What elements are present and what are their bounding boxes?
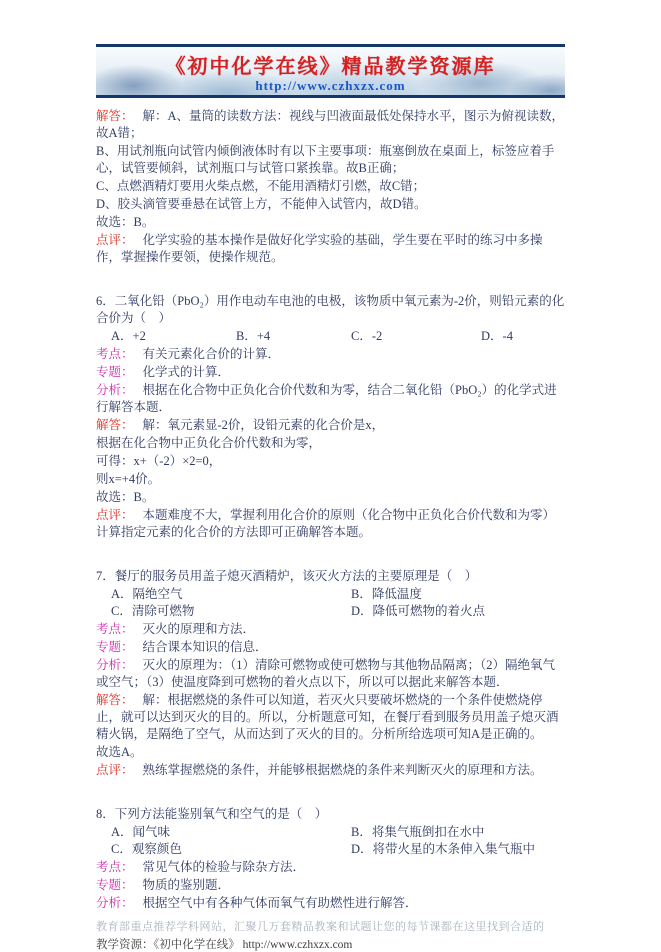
footer-resource-label: 教学资源：《初中化学在线》 bbox=[96, 939, 240, 951]
paragraph-text: 物质的鉴别题． bbox=[142, 878, 231, 892]
answer-block bbox=[96, 417, 565, 434]
paragraph-text: D、胶头滴管要垂悬在试管上方，不能伸入试管内，故D错。 bbox=[96, 197, 427, 211]
section-label: 考点： bbox=[96, 347, 134, 361]
answer-line bbox=[96, 178, 565, 195]
section-label: 考点： bbox=[96, 860, 134, 874]
comment-block bbox=[96, 232, 565, 266]
section-label: 点评： bbox=[96, 508, 134, 522]
answer-option: A．+2 bbox=[111, 329, 146, 343]
paragraph-text: 故选：B。 bbox=[96, 490, 155, 504]
topic-block bbox=[96, 364, 565, 381]
point-block bbox=[96, 346, 565, 363]
section-label: 专题： bbox=[96, 640, 134, 654]
section-label: 点评： bbox=[96, 763, 134, 777]
section-label: 解答： bbox=[96, 418, 134, 432]
paragraph-text: 结合课本知识的信息． bbox=[142, 640, 268, 654]
paragraph-text: 化学实验的基本操作是做好化学实验的基础，学生要在平时的练习中多操作，掌握操作要领，使操作规范。 bbox=[96, 233, 543, 264]
answer-option: A．闻气味 bbox=[111, 825, 171, 839]
answer-choice-line bbox=[96, 489, 565, 506]
answer-line bbox=[96, 471, 565, 488]
document-body bbox=[96, 108, 565, 912]
question-6-text bbox=[96, 293, 565, 327]
paragraph-text: 根据在化合物中正负化合价代数和为零，结合二氧化铅（PbO₂）的化学式进行解答本题． bbox=[96, 383, 557, 414]
paragraph-text: 6．二氧化铅（PbO₂）用作电动车电池的电极，该物质中氧元素为-2价，则铅元素的化合价为（ ） bbox=[96, 294, 565, 325]
answer-option: D．将带火星的木条伸入集气瓶中 bbox=[351, 842, 536, 856]
topic-block bbox=[96, 639, 565, 656]
section-label: 点评： bbox=[96, 233, 134, 247]
paragraph-gap bbox=[96, 780, 565, 793]
paragraph-text: 熟练掌握燃烧的条件，并能够根据燃烧的条件来判断灭火的原理和方法。 bbox=[142, 763, 543, 777]
section-label: 解答： bbox=[96, 109, 134, 123]
answer-option: B．+4 bbox=[236, 329, 271, 343]
paragraph-text: C、点燃酒精灯要用火柴点燃，不能用酒精灯引燃，故C错； bbox=[96, 179, 426, 193]
paragraph-text: 有关元素化合价的计算． bbox=[142, 347, 281, 361]
paragraph-gap bbox=[96, 267, 565, 280]
paragraph-text: 7．餐厅的服务员用盖子熄灭酒精炉，该灭火方法的主要原理是（ ） bbox=[96, 569, 478, 583]
footer-promo-text: 教育部重点推荐学科网站，汇聚几万套精品教案和试题让您的每节课都在这里找到合适的 bbox=[96, 921, 545, 933]
analysis-block bbox=[96, 657, 565, 691]
analysis-block bbox=[96, 895, 565, 912]
paragraph-gap bbox=[96, 542, 565, 555]
answer-options bbox=[96, 824, 565, 858]
answer-line bbox=[96, 435, 565, 452]
section-label: 分析： bbox=[96, 896, 134, 910]
paragraph-text: 故选：B。 bbox=[96, 215, 155, 229]
paragraph-text: 8．下列方法能鉴别氧气和空气的是（ ） bbox=[96, 807, 328, 821]
answer-option: C．清除可燃物 bbox=[111, 604, 195, 618]
analysis-block bbox=[96, 382, 565, 416]
answer-line bbox=[96, 196, 565, 213]
answer-option: C．观察颜色 bbox=[111, 842, 182, 856]
paragraph-text: 则x=+4价。 bbox=[96, 472, 161, 486]
paragraph-text: 解：A、量筒的读数方法：视线与凹液面最低处保持水平，图示为俯视读数，故A错； bbox=[96, 109, 565, 140]
answer-option: C．-2 bbox=[351, 329, 383, 343]
question-8-text bbox=[96, 806, 565, 823]
site-banner bbox=[96, 44, 565, 98]
paragraph-text: 常见气体的检验与除杂方法． bbox=[142, 860, 306, 874]
answer-choice-line bbox=[96, 214, 565, 231]
question-7-text bbox=[96, 568, 565, 585]
comment-block bbox=[96, 507, 565, 541]
answer-choice-line bbox=[96, 744, 565, 761]
section-label: 分析： bbox=[96, 658, 134, 672]
section-label: 分析： bbox=[96, 383, 134, 397]
answer-option: B．降低温度 bbox=[351, 587, 422, 601]
paragraph-text: 化学式的计算． bbox=[142, 365, 231, 379]
paragraph-text: 可得：x+（-2）×2=0， bbox=[96, 454, 222, 468]
answer-option: D．-4 bbox=[481, 329, 513, 343]
banner-title: 《初中化学在线》精品教学资源库 bbox=[165, 56, 496, 78]
answer-line bbox=[96, 453, 565, 470]
paragraph-text: 根据在化合物中正负化合价代数和为零， bbox=[96, 436, 322, 450]
footer-url-link[interactable]: http://www.czhxzx.com bbox=[242, 939, 353, 951]
paragraph-text: B、用试剂瓶向试管内倾倒液体时有以下主要事项：瓶塞倒放在桌面上，标签应着手心，试管要倾斜，试剂瓶口与试管口紧挨靠。故B正确； bbox=[96, 144, 555, 175]
answer-block bbox=[96, 692, 565, 743]
answer-options bbox=[96, 586, 565, 620]
paragraph-text: 灭火的原理和方法． bbox=[142, 622, 256, 636]
footer-resource-line bbox=[96, 936, 565, 952]
answer-block bbox=[96, 108, 565, 142]
point-block bbox=[96, 859, 565, 876]
answer-option: A．隔绝空气 bbox=[111, 587, 183, 601]
paragraph-text: 灭火的原理为：（1）清除可燃物或使可燃物与其他物品隔离；（2）隔绝氧气或空气；（3）使温度降到可燃物的着火点以下，所以可以据此来解答本题． bbox=[96, 658, 556, 689]
section-label: 专题： bbox=[96, 365, 134, 379]
paragraph-text: 本题难度不大，掌握利用化合价的原则（化合物中正负化合价代数和为零）计算指定元素的化合价的方法即可正确解答本题。 bbox=[96, 508, 556, 539]
page-footer bbox=[96, 918, 565, 952]
answer-options bbox=[96, 328, 565, 345]
section-label: 考点： bbox=[96, 622, 134, 636]
paragraph-text: 解：根据燃烧的条件可以知道，若灭火只要破坏燃烧的一个条件使燃烧停止，就可以达到灭火的目的。所以，分析题意可知，在餐厅看到服务员用盖子熄灭酒精火锅，是隔绝了空气，从而达到了灭火的目的。分析所给选项可知A是正确的。 bbox=[96, 693, 559, 741]
comment-block bbox=[96, 762, 565, 779]
topic-block bbox=[96, 877, 565, 894]
section-label: 专题： bbox=[96, 878, 134, 892]
point-block bbox=[96, 621, 565, 638]
answer-option: D．降低可燃物的着火点 bbox=[351, 604, 486, 618]
banner-url-link[interactable]: http://www.czhxzx.com bbox=[255, 78, 406, 93]
paragraph-text: 故选A。 bbox=[96, 745, 143, 759]
paragraph-text: 根据空气中有各种气体而氧气有助燃性进行解答． bbox=[142, 896, 418, 910]
answer-line bbox=[96, 143, 565, 177]
section-label: 解答： bbox=[96, 693, 134, 707]
paragraph-text: 解：氧元素显-2价，设铅元素的化合价是x， bbox=[142, 418, 385, 432]
answer-option: B．将集气瓶倒扣在水中 bbox=[351, 825, 485, 839]
